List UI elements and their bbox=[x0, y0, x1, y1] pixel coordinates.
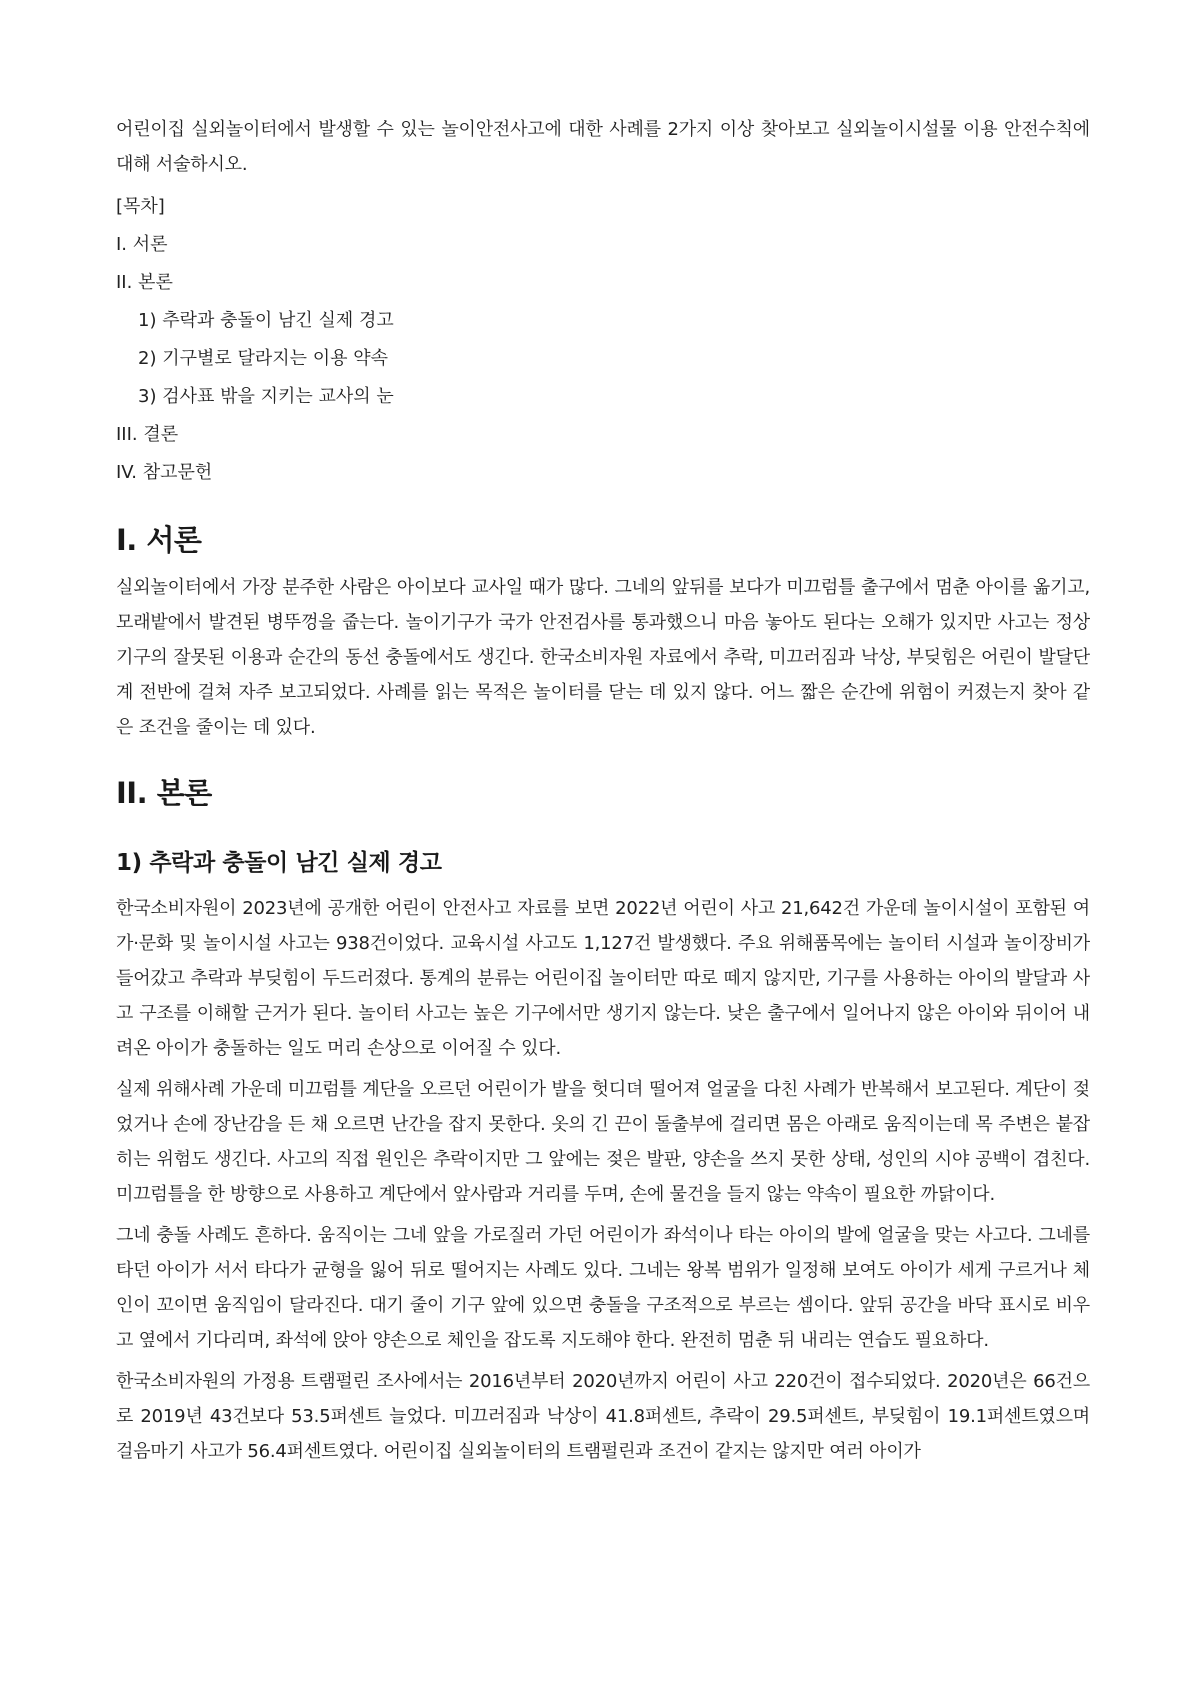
body-paragraph: 그네 충돌 사례도 흔하다. 움직이는 그네 앞을 가로질러 가던 어린이가 좌석이나 타는 아이의 발에 얼굴을 맞는 사고다. 그네를 타던 아이가 서서 타다가 균형을 잃어 뒤로 떨어지는 사례도 있다. 그네는 왕복 범위가 일정해 보여도 아이가 세게 구르거나 체인이 꼬이면 움직임이 달라진다. 대기 줄이 기구 앞에 있으면 충돌을 구조적으로 부르는 셈이다. 앞뒤 공간을 바닥 표시로 비우고 옆에서 기다리며, 좌석에 앉아 양손으로 체인을 잡도록 지도해야 한다. 완전히 멈춘 뒤 내리는 연습도 필요하다. bbox=[116, 1225, 1090, 1351]
body-paragraph: 한국소비자원의 가정용 트램펄린 조사에서는 2016년부터 2020년까지 어린이 사고 220건이 접수되었다. 2020년은 66건으로 2019년 43건보다 53.5퍼센트 늘었다. 미끄러짐과 낙상이 41.8퍼센트, 추락이 29.5퍼센트, 부딪힘이 19.1퍼센트였으며 걸음마기 사고가 56.4퍼센트였다. 어린이집 실외놀이터의 트램펄린과 조건이 같지는 않지만 여러 아이가 bbox=[116, 1371, 1090, 1462]
body-paragraph: 한국소비자원이 2023년에 공개한 어린이 안전사고 자료를 보면 2022년 어린이 사고 21,642건 가운데 놀이시설이 포함된 여가·문화 및 놀이시설 사고는 938건이었다. 교육시설 사고도 1,127건 발생했다. 주요 위해품목에는 놀이터 시설과 놀이장비가 들어갔고 추락과 부딪힘이 두드러졌다. 통계의 분류는 어린이집 놀이터만 따로 떼지 않지만, 기구를 사용하는 아이의 발달과 사고 구조를 이해할 근거가 된다. 놀이터 사고는 높은 기구에서만 생기지 않는다. 낮은 출구에서 일어나지 않은 아이와 뒤이어 내려온 아이가 충돌하는 일도 머리 손상으로 이어질 수 있다. bbox=[116, 898, 1090, 1059]
toc-subitem-2: 2) 기구별로 달라지는 이용 약속 bbox=[138, 348, 389, 369]
table-of-contents bbox=[116, 188, 1090, 492]
assignment-question: 어린이집 실외놀이터에서 발생할 수 있는 놀이안전사고에 대한 사례를 2가지 이상 찾아보고 실외놀이시설물 이용 안전수칙에 대해 서술하시오. bbox=[116, 119, 1090, 175]
section-heading-body: II. 본론 bbox=[116, 776, 212, 810]
toc-label: [목차] bbox=[116, 196, 165, 217]
subsection-heading-1: 1) 추락과 충돌이 남긴 실제 경고 bbox=[116, 850, 442, 876]
section-heading-intro: I. 서론 bbox=[116, 523, 202, 557]
toc-subitem-3: 3) 검사표 밖을 지키는 교사의 눈 bbox=[138, 386, 394, 407]
toc-item-intro: I. 서론 bbox=[116, 234, 168, 255]
toc-subitem-1: 1) 추락과 충돌이 남긴 실제 경고 bbox=[138, 310, 394, 331]
toc-item-body: II. 본론 bbox=[116, 272, 173, 293]
toc-item-references: IV. 참고문헌 bbox=[116, 462, 213, 483]
toc-item-conclusion: III. 결론 bbox=[116, 424, 179, 445]
body-paragraph: 실제 위해사례 가운데 미끄럼틀 계단을 오르던 어린이가 발을 헛디뎌 떨어져 얼굴을 다친 사례가 반복해서 보고된다. 계단이 젖었거나 손에 장난감을 든 채 오르면 난간을 잡지 못한다. 옷의 긴 끈이 돌출부에 걸리면 몸은 아래로 움직이는데 목 주변은 붙잡히는 위험도 생긴다. 사고의 직접 원인은 추락이지만 그 앞에는 젖은 발판, 양손을 쓰지 못한 상태, 성인의 시야 공백이 겹친다. 미끄럼틀을 한 방향으로 사용하고 계단에서 앞사람과 거리를 두며, 손에 물건을 들지 않는 약속이 필요한 까닭이다. bbox=[116, 1079, 1090, 1205]
intro-paragraph: 실외놀이터에서 가장 분주한 사람은 아이보다 교사일 때가 많다. 그네의 앞뒤를 보다가 미끄럼틀 출구에서 멈춘 아이를 옮기고, 모래밭에서 발견된 병뚜껑을 줍는다. 놀이기구가 국가 안전검사를 통과했으니 마음 놓아도 된다는 오해가 있지만 사고는 정상 기구의 잘못된 이용과 순간의 동선 충돌에서도 생긴다. 한국소비자원 자료에서 추락, 미끄러짐과 낙상, 부딪힘은 어린이 발달단계 전반에 걸쳐 자주 보고되었다. 사례를 읽는 목적은 놀이터를 닫는 데 있지 않다. 어느 짧은 순간에 위험이 커졌는지 찾아 같은 조건을 줄이는 데 있다. bbox=[116, 577, 1090, 738]
